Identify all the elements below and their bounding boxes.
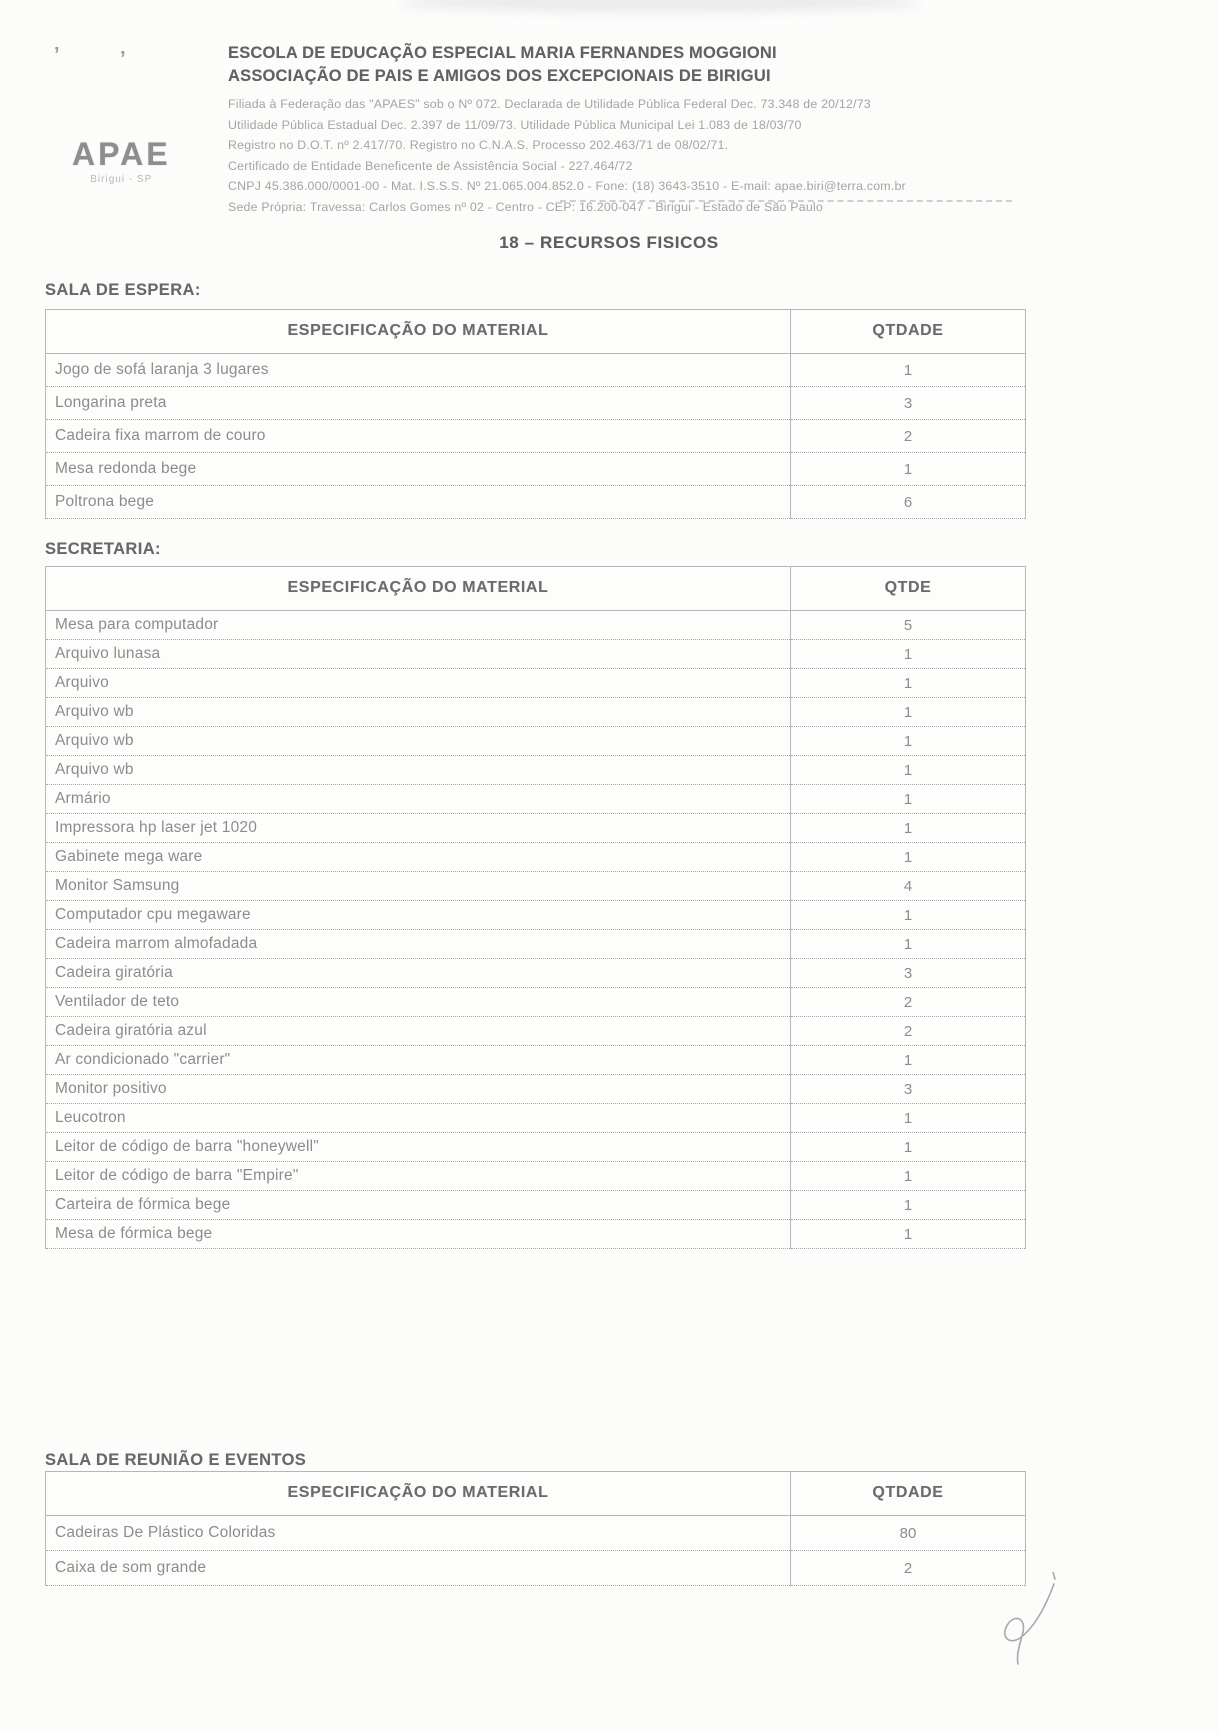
column-header-item: ESPECIFICAÇÃO DO MATERIAL: [46, 310, 791, 354]
table-row: [46, 453, 1026, 486]
stray-scan-mark: ’: [54, 44, 60, 66]
organization-details: [228, 94, 1028, 217]
item-cell: Leucotron: [46, 1104, 791, 1133]
qty-cell: 1: [791, 1046, 1026, 1075]
item-cell: Arquivo wb: [46, 727, 791, 756]
inventory-table: [45, 309, 1026, 519]
column-header-item: ESPECIFICAÇÃO DO MATERIAL: [46, 567, 791, 611]
table-row: [46, 1046, 1026, 1075]
detail-line: Filiada à Federação das "APAES" sob o Nº 072. Declarada de Utilidade Pública Federal Dec. 73.348 de 20/12/73: [228, 97, 871, 111]
qty-cell: 1: [791, 669, 1026, 698]
detail-line: Certificado de Entidade Beneficente de Assistência Social - 227.464/72: [228, 158, 633, 173]
table-row: [46, 1191, 1026, 1220]
detail-line: Utilidade Pública Estadual Dec. 2.397 de 11/09/73. Utilidade Pública Municipal Lei 1.083 de 18/03/70: [228, 117, 802, 132]
item-cell: Monitor positivo: [46, 1075, 791, 1104]
qty-cell: 80: [791, 1516, 1026, 1551]
table-row: [46, 1162, 1026, 1191]
table-row: [46, 420, 1026, 453]
item-cell: Jogo de sofá laranja 3 lugares: [46, 354, 791, 387]
apae-logo: [72, 136, 171, 185]
item-cell: Arquivo wb: [46, 756, 791, 785]
inventory-table: [45, 566, 1026, 1249]
column-header-qty: QTDADE: [791, 310, 1026, 354]
table-row: [46, 785, 1026, 814]
table-row: [46, 611, 1026, 640]
table-row: [46, 1133, 1026, 1162]
table-row: [46, 988, 1026, 1017]
qty-cell: 1: [791, 901, 1026, 930]
qty-cell: 1: [791, 930, 1026, 959]
handwritten-pen-squiggle: [995, 1572, 1065, 1667]
section-heading: SALA DE ESPERA:: [45, 281, 201, 299]
qty-cell: 5: [791, 611, 1026, 640]
qty-cell: 1: [791, 354, 1026, 387]
detail-line: CNPJ 45.386.000/0001-00 - Mat. I.S.S.S. Nº 21.065.004.852.0 - Fone: (18) 3643-3510 - E-mail: apae.biri@terra.com.br: [228, 179, 906, 193]
item-cell: Computador cpu megaware: [46, 901, 791, 930]
table-row: [46, 698, 1026, 727]
table-row: [46, 1017, 1026, 1046]
item-cell: Leitor de código de barra "honeywell": [46, 1133, 791, 1162]
table-header-row: [46, 567, 1026, 611]
item-cell: Leitor de código de barra "Empire": [46, 1162, 791, 1191]
qty-cell: 3: [791, 1075, 1026, 1104]
qty-cell: 2: [791, 420, 1026, 453]
apae-logo-text: APAE: [72, 136, 171, 172]
table-row: [46, 814, 1026, 843]
qty-cell: 1: [791, 814, 1026, 843]
table-row: [46, 1075, 1026, 1104]
table-row: [46, 901, 1026, 930]
column-header-item: ESPECIFICAÇÃO DO MATERIAL: [46, 1472, 791, 1516]
table-row: [46, 1516, 1026, 1551]
table-row: [46, 843, 1026, 872]
table-header-row: [46, 310, 1026, 354]
qty-cell: 1: [791, 727, 1026, 756]
detail-line: Registro no D.O.T. nº 2.417/70. Registro no C.N.A.S. Processo 202.463/71 de 08/02/71.: [228, 138, 729, 152]
apae-logo-subtitle: Birigui - SP: [90, 174, 153, 185]
table-row: [46, 669, 1026, 698]
qty-cell: 1: [791, 1133, 1026, 1162]
qty-cell: 1: [791, 1162, 1026, 1191]
qty-cell: 3: [791, 387, 1026, 420]
item-cell: Cadeira fixa marrom de couro: [46, 420, 791, 453]
qty-cell: 4: [791, 872, 1026, 901]
inventory-table: [45, 1471, 1026, 1586]
table-row: [46, 1104, 1026, 1133]
item-cell: Gabinete mega ware: [46, 843, 791, 872]
qty-cell: 1: [791, 640, 1026, 669]
organization-name-line1: ESCOLA DE EDUCAÇÃO ESPECIAL MARIA FERNANDES MOGGIONI: [228, 44, 777, 62]
qty-cell: 1: [791, 1220, 1026, 1249]
item-cell: Cadeira giratória azul: [46, 1017, 791, 1046]
item-cell: Cadeira marrom almofadada: [46, 930, 791, 959]
organization-name-line2: ASSOCIAÇÃO DE PAIS E AMIGOS DOS EXCEPCIONAIS DE BIRIGUI: [228, 67, 771, 85]
qty-cell: 1: [791, 453, 1026, 486]
inventory-section: [45, 540, 1025, 1249]
table-row: [46, 640, 1026, 669]
column-header-qty: QTDADE: [791, 1472, 1026, 1516]
item-cell: Mesa de fórmica bege: [46, 1220, 791, 1249]
table-row: [46, 756, 1026, 785]
item-cell: Arquivo wb: [46, 698, 791, 727]
column-header-qty: QTDE: [791, 567, 1026, 611]
item-cell: Ventilador de teto: [46, 988, 791, 1017]
qty-cell: 1: [791, 756, 1026, 785]
qty-cell: 1: [791, 843, 1026, 872]
table-row: [46, 872, 1026, 901]
table-row: [46, 354, 1026, 387]
table-row: [46, 486, 1026, 519]
item-cell: Ar condicionado "carrier": [46, 1046, 791, 1075]
item-cell: Carteira de fórmica bege: [46, 1191, 791, 1220]
inventory-section: [45, 281, 1025, 519]
table-row: [46, 727, 1026, 756]
item-cell: Poltrona bege: [46, 486, 791, 519]
item-cell: Mesa redonda bege: [46, 453, 791, 486]
section-heading: SALA DE REUNIÃO E EVENTOS: [45, 1451, 307, 1469]
letterhead: [228, 42, 1028, 217]
qty-cell: 2: [791, 1551, 1026, 1586]
table-row: [46, 959, 1026, 988]
table-row: [46, 930, 1026, 959]
detail-line: Sede Própria: Travessa: Carlos Gomes nº 02 - Centro - CEP: 16.200-047 - Birigui - Estado de São Paulo: [228, 199, 823, 214]
item-cell: Impressora hp laser jet 1020: [46, 814, 791, 843]
table-row: [46, 1220, 1026, 1249]
qty-cell: 1: [791, 1191, 1026, 1220]
inventory-section: [45, 1451, 1025, 1586]
table-row: [46, 387, 1026, 420]
section-heading: SECRETARIA:: [45, 540, 161, 558]
item-cell: Caixa de som grande: [46, 1551, 791, 1586]
item-cell: Armário: [46, 785, 791, 814]
qty-cell: 1: [791, 1104, 1026, 1133]
qty-cell: 2: [791, 988, 1026, 1017]
document-title: 18 – RECURSOS FISICOS: [499, 233, 719, 252]
item-cell: Cadeira giratória: [46, 959, 791, 988]
qty-cell: 3: [791, 959, 1026, 988]
qty-cell: 6: [791, 486, 1026, 519]
qty-cell: 1: [791, 698, 1026, 727]
table-header-row: [46, 1472, 1026, 1516]
scan-smudge-artifact: [400, 0, 920, 12]
item-cell: Arquivo: [46, 669, 791, 698]
item-cell: Longarina preta: [46, 387, 791, 420]
item-cell: Cadeiras De Plástico Coloridas: [46, 1516, 791, 1551]
qty-cell: 2: [791, 1017, 1026, 1046]
stray-scan-mark: ’: [120, 48, 126, 70]
item-cell: Monitor Samsung: [46, 872, 791, 901]
qty-cell: 1: [791, 785, 1026, 814]
item-cell: Mesa para computador: [46, 611, 791, 640]
table-row: [46, 1551, 1026, 1586]
item-cell: Arquivo lunasa: [46, 640, 791, 669]
